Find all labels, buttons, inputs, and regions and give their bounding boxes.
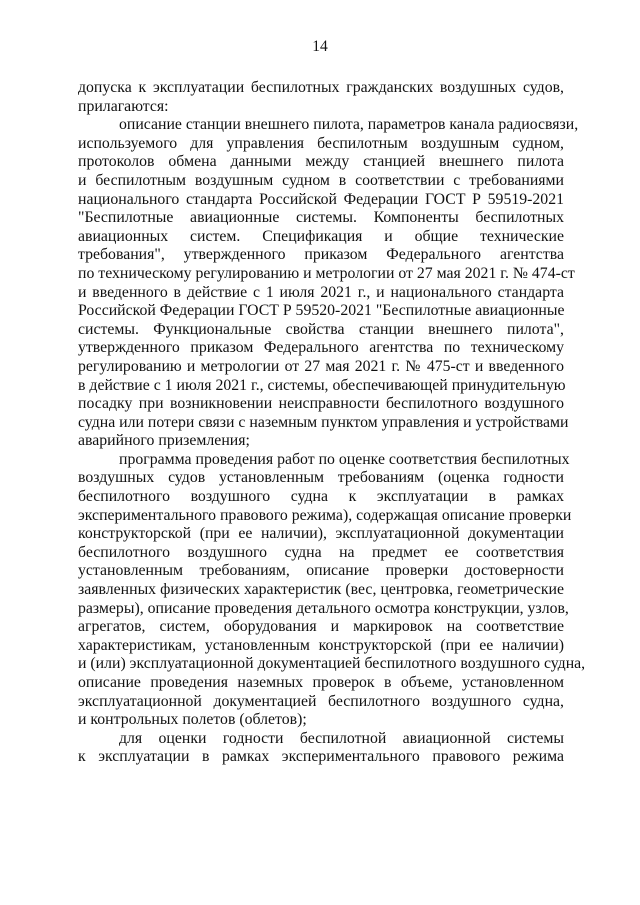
text-line: беспилотного воздушного судна к эксплуатации в рамках bbox=[78, 488, 564, 506]
text-line: описание станции внешнего пилота, параметров канала радиосвязи, bbox=[119, 116, 579, 134]
text-line: в действие с 1 июля 2021 г., системы, обеспечивающей принудительную bbox=[78, 376, 566, 394]
text-line: системы. Функциональные свойства станции внешнего пилота", bbox=[78, 320, 564, 338]
page-number: 14 bbox=[312, 38, 328, 55]
text-line: конструкторской (при ее наличии), эксплуатационной документации bbox=[78, 525, 564, 543]
text-line: размеры), описание проведения детального осмотра конструкции, узлов, bbox=[78, 599, 569, 617]
text-line: для оценки годности беспилотной авиационной системы bbox=[119, 729, 564, 747]
body-text bbox=[78, 79, 586, 767]
text-line: и введенного в действие с 1 июля 2021 г., и национального стандарта bbox=[78, 283, 564, 301]
text-line: требования", утвержденного приказом Федерального агентства bbox=[78, 246, 564, 264]
text-line: авиационных систем. Спецификация и общие технические bbox=[78, 227, 564, 245]
text-line: описание проведения наземных проверок в объеме, установленном bbox=[78, 674, 564, 691]
text-line: экспериментального правового режима), содержащая описание проверки bbox=[78, 506, 572, 524]
text-line: заявленных физических характеристик (вес, центровка, геометрические bbox=[78, 581, 564, 599]
text-line: прилагаются: bbox=[78, 97, 169, 115]
text-line: судна или потери связи с наземным пунктом управления и устройствами bbox=[78, 413, 569, 431]
text-line: национального стандарта Российской Федерации ГОСТ Р 59519-2021 bbox=[78, 190, 564, 208]
text-line: утвержденного приказом Федерального агентства по техническому bbox=[78, 339, 564, 357]
text-line: Российской Федерации ГОСТ Р 59520-2021 "Беспилотные авиационные bbox=[78, 302, 565, 320]
text-line: установленным требованиям, описание проверки достоверности bbox=[78, 562, 564, 580]
text-line: допуска к эксплуатации беспилотных гражданских воздушных судов, bbox=[78, 79, 564, 96]
text-line: посадку при возникновении неисправности беспилотного воздушного bbox=[78, 395, 564, 413]
text-line: "Беспилотные авиационные системы. Компоненты беспилотных bbox=[78, 209, 564, 227]
text-line: воздушных судов установленным требованиям (оценка годности bbox=[78, 469, 564, 487]
text-line: характеристикам, установленным конструкторской (при ее наличии) bbox=[78, 636, 564, 654]
text-line: аварийного приземления; bbox=[78, 432, 250, 450]
text-line: и контрольных полетов (облетов); bbox=[78, 711, 307, 729]
text-line: эксплуатационной документацией беспилотного воздушного судна, bbox=[78, 692, 564, 710]
text-line: и (или) эксплуатационной документацией беспилотного воздушного судна, bbox=[78, 655, 586, 673]
text-line: агрегатов, систем, оборудования и маркировок на соответствие bbox=[78, 618, 564, 636]
text-line: программа проведения работ по оценке соответствия беспилотных bbox=[119, 450, 570, 468]
text-line: используемого для управления беспилотным воздушным судном, bbox=[78, 134, 564, 152]
text-line: беспилотного воздушного судна на предмет ее соответствия bbox=[78, 543, 564, 561]
text-line: протоколов обмена данными между станцией внешнего пилота bbox=[78, 153, 564, 171]
text-line: по техническому регулированию и метрологии от 27 мая 2021 г. № 474-ст bbox=[78, 264, 575, 282]
text-line: регулированию и метрологии от 27 мая 2021 г. № 475-ст и введенного bbox=[78, 357, 564, 375]
text-line: к эксплуатации в рамках экспериментального правового режима bbox=[78, 748, 564, 766]
text-line: и беспилотным воздушным судном в соответствии с требованиями bbox=[78, 171, 564, 189]
